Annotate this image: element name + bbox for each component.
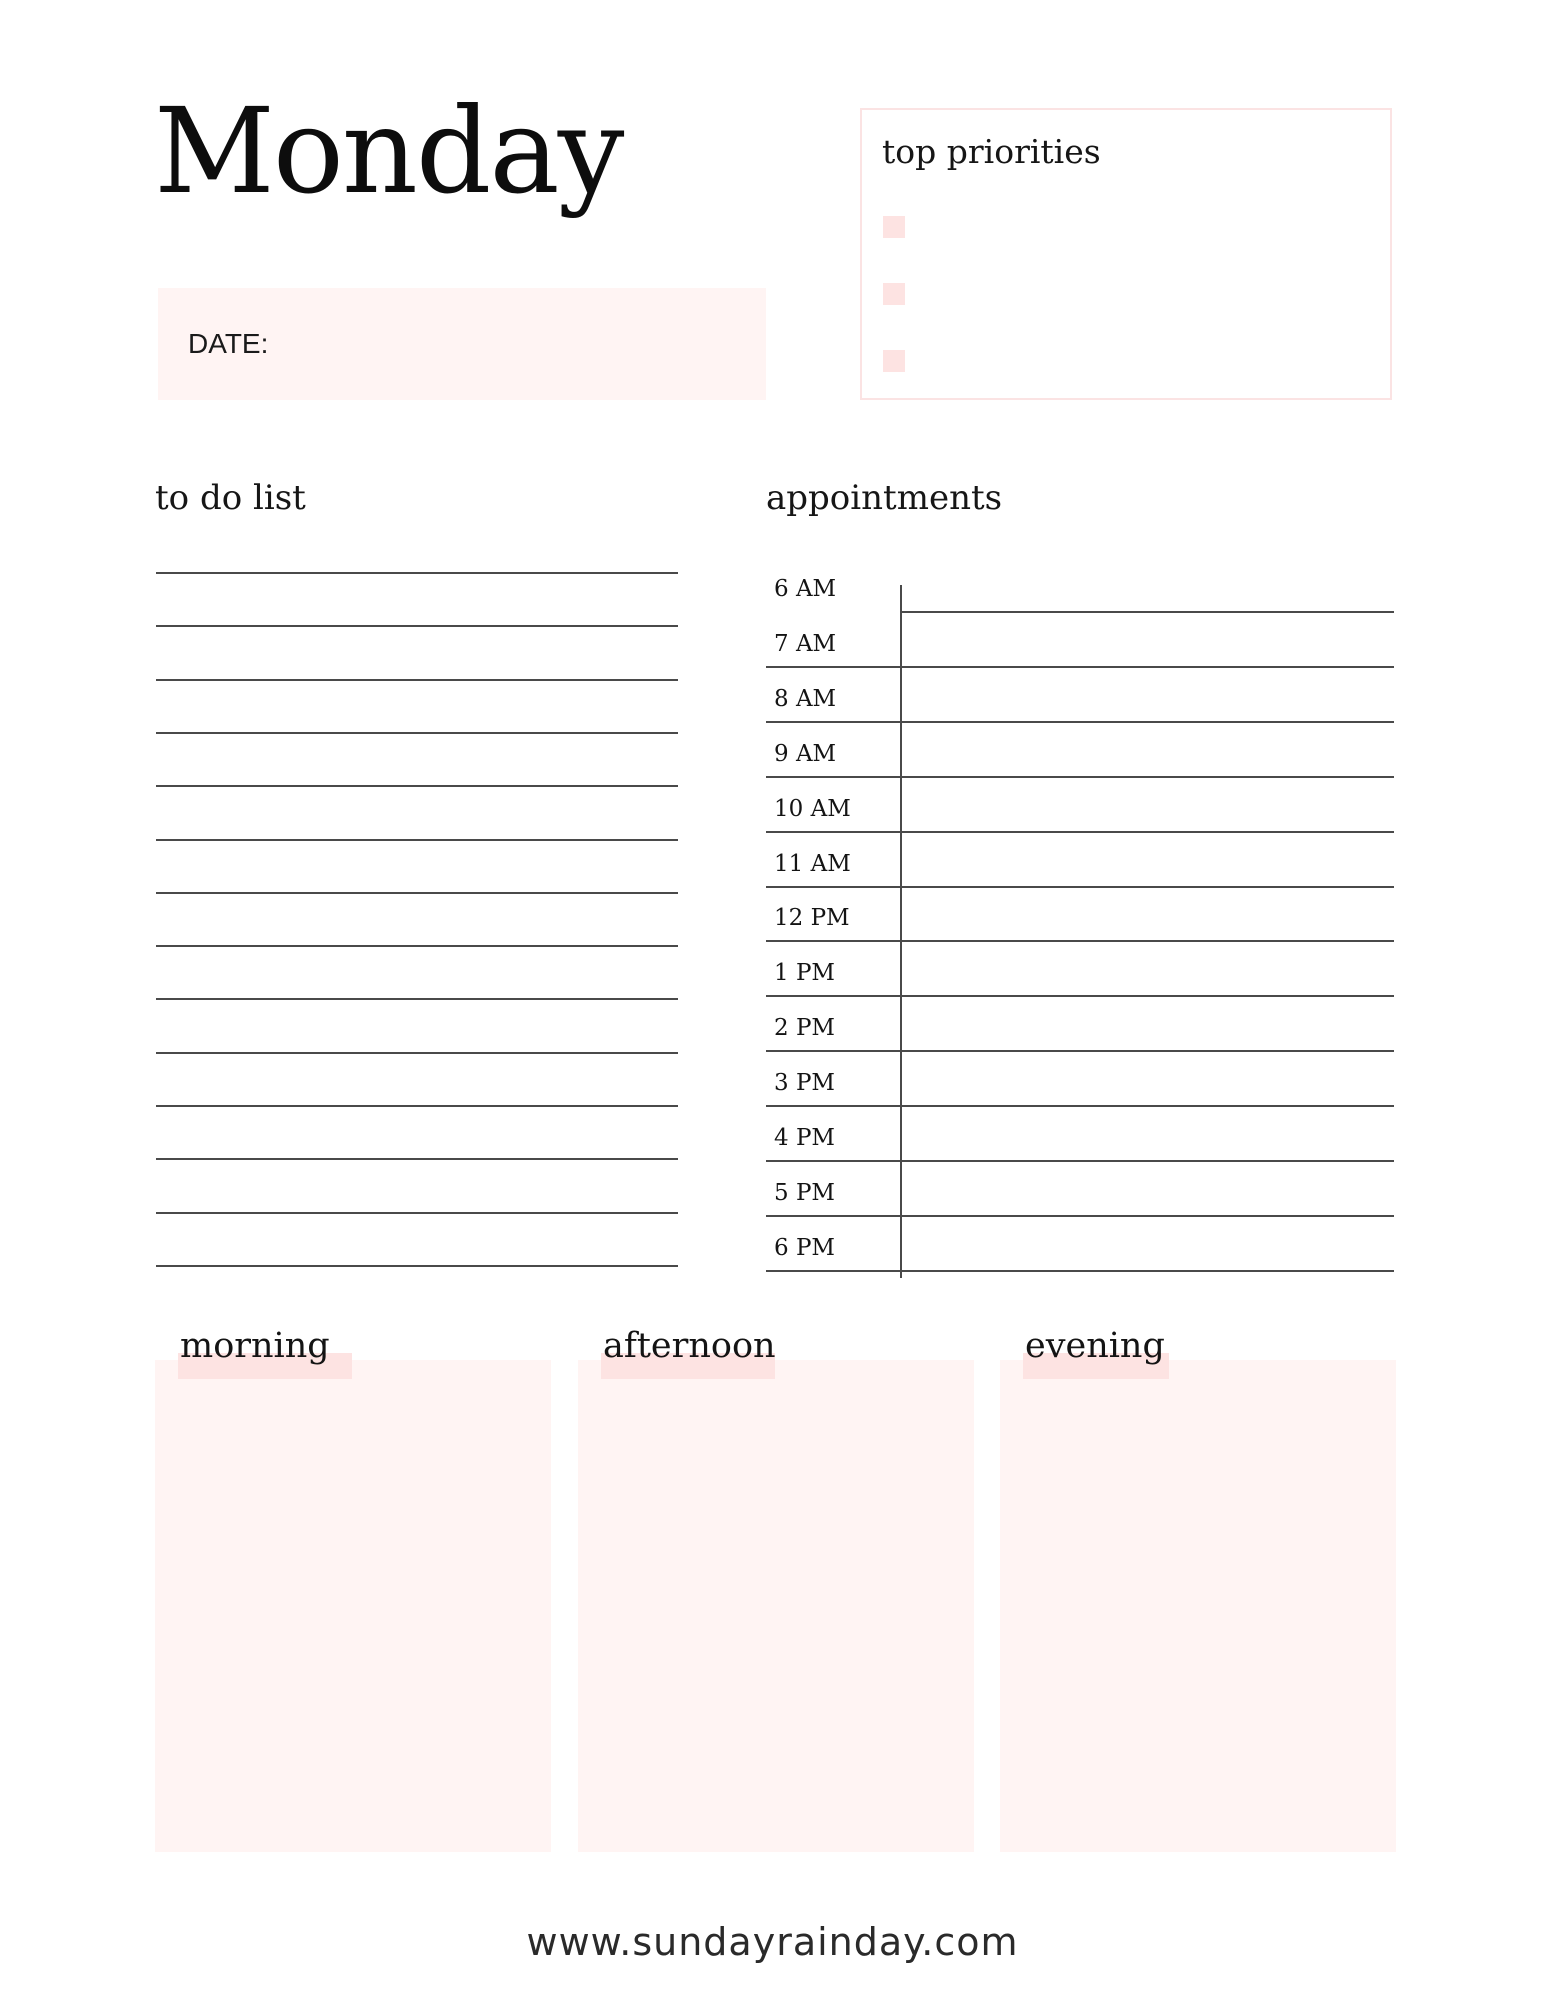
- todo-line[interactable]: [156, 785, 678, 787]
- appointment-time-label: 11 AM: [774, 851, 851, 877]
- todo-line[interactable]: [156, 1105, 678, 1107]
- todo-line[interactable]: [156, 1212, 678, 1214]
- appointment-time-label: 9 AM: [774, 741, 837, 767]
- page-title: Monday: [154, 82, 623, 220]
- appointment-time-label: 5 PM: [774, 1180, 835, 1206]
- appointment-time-label: 8 AM: [774, 686, 837, 712]
- appointment-time-label: 4 PM: [774, 1125, 835, 1151]
- appointment-slot-line[interactable]: [766, 1160, 1394, 1162]
- todo-heading: to do list: [155, 478, 306, 518]
- appointment-time-label: 12 PM: [774, 905, 850, 931]
- appointment-time-label: 2 PM: [774, 1015, 835, 1041]
- morning-box[interactable]: [155, 1360, 551, 1852]
- todo-line[interactable]: [156, 839, 678, 841]
- afternoon-label: afternoon: [603, 1326, 776, 1366]
- appointment-slot-line[interactable]: [766, 886, 1394, 888]
- priority-checkbox-2[interactable]: [883, 283, 905, 305]
- appointment-time-label: 10 AM: [774, 796, 851, 822]
- appointment-slot-line[interactable]: [766, 721, 1394, 723]
- appointment-slot-line[interactable]: [766, 1270, 1394, 1272]
- priority-checkbox-3[interactable]: [883, 350, 905, 372]
- appointment-slot-line[interactable]: [766, 940, 1394, 942]
- todo-line[interactable]: [156, 625, 678, 627]
- todo-line[interactable]: [156, 679, 678, 681]
- evening-box[interactable]: [1000, 1360, 1396, 1852]
- date-label: DATE:: [188, 328, 269, 359]
- appointment-slot-line[interactable]: [766, 831, 1394, 833]
- todo-line[interactable]: [156, 998, 678, 1000]
- todo-line[interactable]: [156, 1265, 678, 1267]
- appointment-time-label: 6 AM: [774, 576, 837, 602]
- afternoon-box[interactable]: [578, 1360, 974, 1852]
- appointment-slot-line[interactable]: [766, 1105, 1394, 1107]
- appointments-divider: [900, 585, 902, 1278]
- todo-line[interactable]: [156, 892, 678, 894]
- appointment-slot-line[interactable]: [900, 611, 1394, 613]
- footer-url: www.sundayrainday.com: [526, 1920, 1019, 1964]
- appointments-heading: appointments: [766, 478, 1003, 518]
- appointment-time-label: 7 AM: [774, 631, 837, 657]
- priority-checkbox-1[interactable]: [883, 216, 905, 238]
- todo-line[interactable]: [156, 1052, 678, 1054]
- top-priorities-heading: top priorities: [882, 132, 1101, 171]
- todo-line[interactable]: [156, 732, 678, 734]
- appointment-slot-line[interactable]: [766, 776, 1394, 778]
- appointment-slot-line[interactable]: [766, 666, 1394, 668]
- appointment-time-label: 1 PM: [774, 960, 835, 986]
- appointment-slot-line[interactable]: [766, 1050, 1394, 1052]
- appointment-slot-line[interactable]: [766, 995, 1394, 997]
- evening-label: evening: [1025, 1326, 1165, 1366]
- appointment-slot-line[interactable]: [766, 1215, 1394, 1217]
- date-field[interactable]: [158, 288, 766, 400]
- appointment-time-label: 3 PM: [774, 1070, 835, 1096]
- todo-line[interactable]: [156, 1158, 678, 1160]
- todo-line[interactable]: [156, 945, 678, 947]
- appointment-time-label: 6 PM: [774, 1235, 835, 1261]
- top-priorities-box: [860, 108, 1392, 400]
- todo-line[interactable]: [156, 572, 678, 574]
- morning-label: morning: [180, 1326, 330, 1366]
